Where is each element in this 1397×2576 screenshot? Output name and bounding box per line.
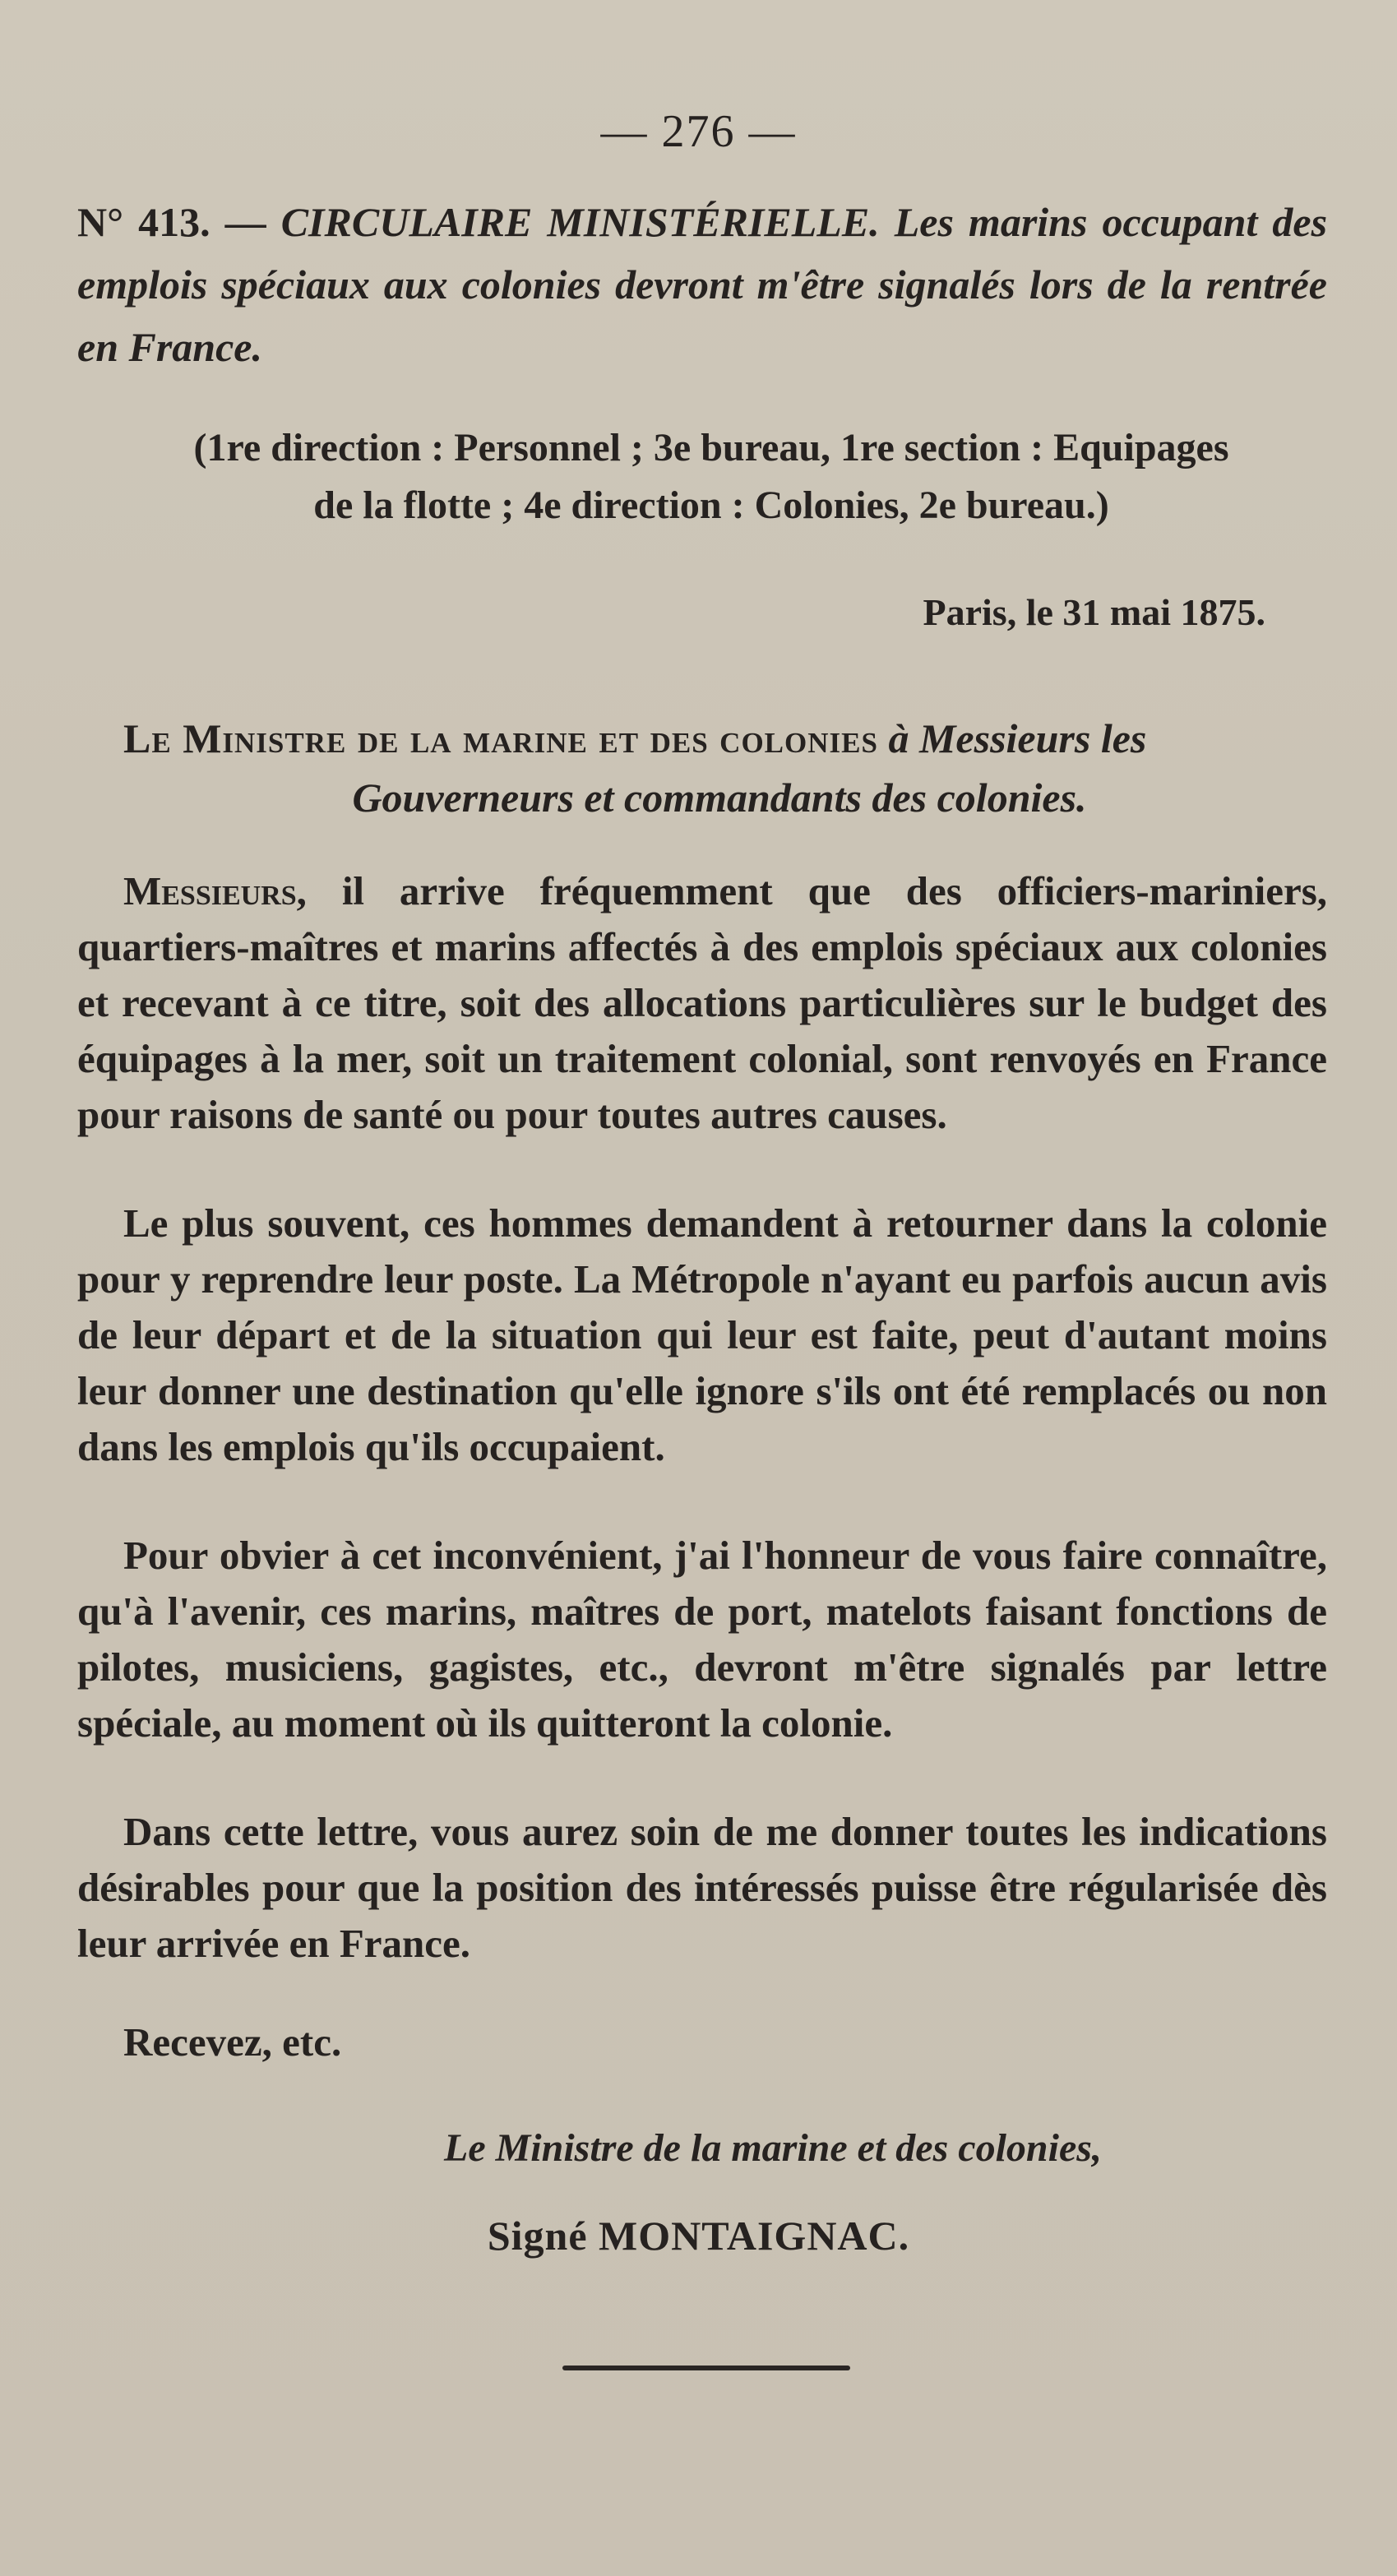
page-number: — 276 — [600,106,797,157]
address-block [123,709,1316,827]
direction-line-2: de la flotte ; 4e direction : Colonies, 2e bureau.) [313,483,1109,527]
sender: Le Ministre de la marine et des colonies [123,715,878,761]
paragraph-1 [77,863,1327,1143]
closing-formula: Recevez, etc. [123,2019,342,2065]
header-dash: — [210,199,281,245]
salutation: Messieurs, [123,868,307,913]
closing-rule [562,2366,850,2370]
paragraph-2: Le plus souvent, ces hommes demandent à retourner dans la colonie pour y reprendre leur poste. La Métropole n'ayant eu parfois aucun avis de leur départ et de la situation qui leur est faite, peut d'autant moins leur donner une destination qu'elle ignore s'ils ont été remplacés ou non dans les emplois qu'ils occupaient. [77,1200,1327,1469]
paragraph-1-text: il arrive fréquemment que des officiers-mariniers, quartiers-maîtres et marins affectés à des emplois spéciaux aux colonies et recevant à ce titre, soit des allocations particulières sur le budget des équipages à la mer, soit un traitement colonial, sont renvoyés en France pour raisons de santé ou pour toutes autres causes. [77,868,1328,1137]
circular-summary: Les marins occupant des emplois spéciaux aux colonies devront m'être signalés lors de la rentrée en France. [77,199,1328,370]
recipient-b: Gouverneurs et commandants des colonies. [352,775,1087,821]
letter-date: Paris, le 31 mai 1875. [923,591,1265,633]
direction-line-1: (1re direction : Personnel ; 3e bureau, 1re section : Equipages [193,426,1229,469]
signature-name: Signé MONTAIGNAC. [487,2213,910,2259]
paragraph-3: Pour obvier à cet inconvénient, j'ai l'honneur de vous faire connaître, qu'à l'avenir, ces marins, maîtres de port, matelots faisant fonctions de pilotes, musiciens, gagistes, etc., devront m'être signalés par lettre spéciale, au moment où ils quitteront la colonie. [77,1533,1327,1746]
recipient-a: à Messieurs les [888,715,1147,761]
circular-number: N° 413. [77,199,210,245]
circular-title: CIRCULAIRE MINISTÉRIELLE. [280,199,880,245]
paragraph-4: Dans cette lettre, vous aurez soin de me donner toutes les indications désirables pour que la position des intéressés puisse être régularisée dès leur arrivée en France. [77,1809,1327,1966]
signature-title: Le Ministre de la marine et des colonies, [444,2126,1102,2170]
circular-header [77,191,1327,378]
direction-block [107,419,1316,534]
